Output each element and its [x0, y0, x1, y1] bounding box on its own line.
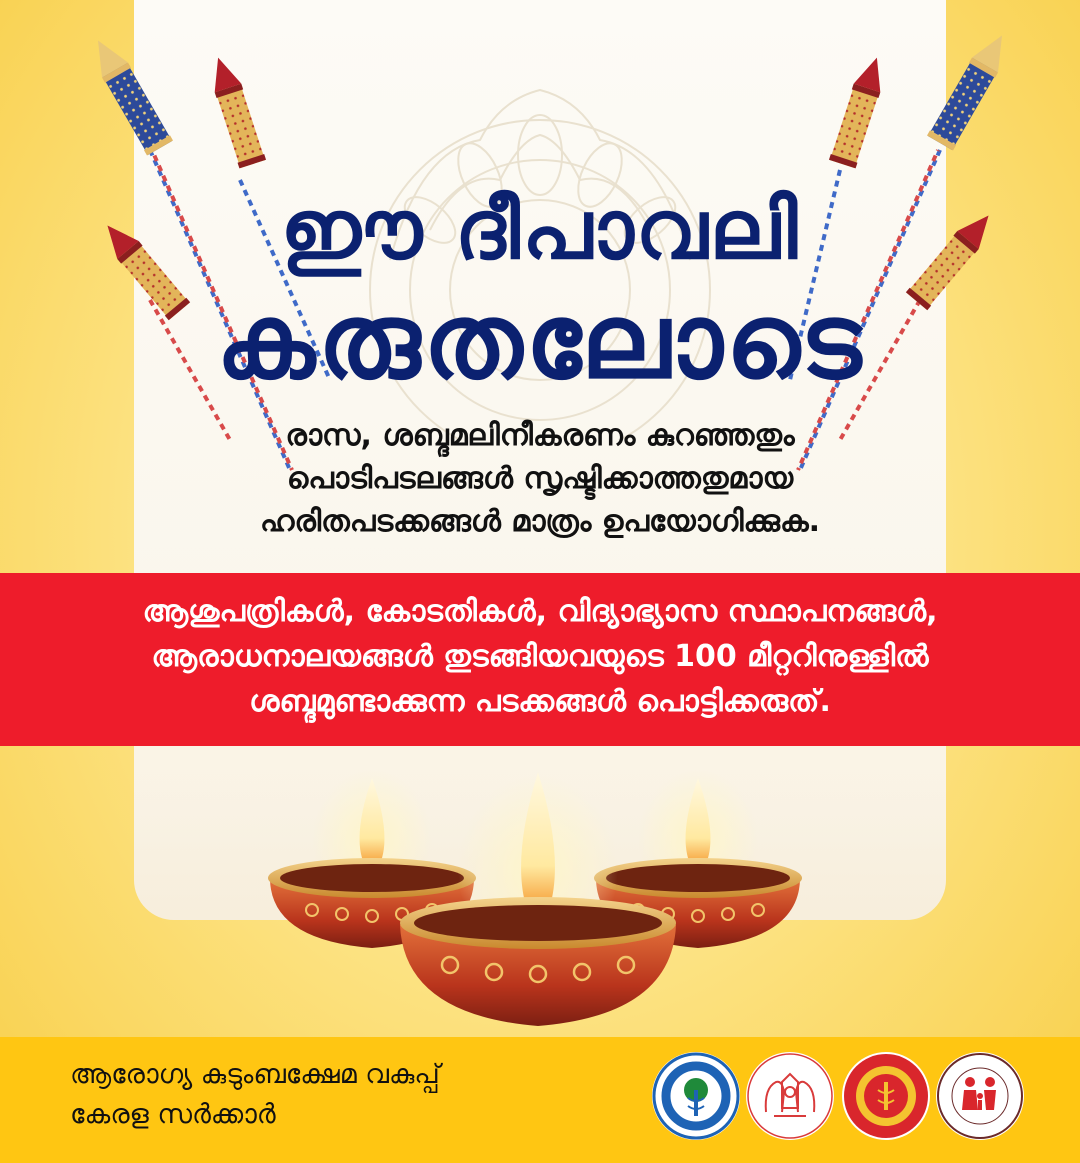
subtitle-line: ഹരിതപടക്കങ്ങൾ മാത്രം ഉപയോഗിക്കുക.: [259, 504, 820, 539]
dhs-seal-icon: [842, 1052, 930, 1140]
elephant-emblem-icon: [746, 1052, 834, 1140]
health-family-welfare-logo: [652, 1052, 740, 1140]
subtitle-text: [180, 414, 900, 543]
warning-banner: [0, 573, 1080, 746]
department-name: ആരോഗ്യ കുടുംബക്ഷേമ വകുപ്പ്: [70, 1059, 440, 1090]
banner-line: ശബ്ദമുണ്ടാക്കുന്ന പടക്കങ്ങൾ പൊട്ടിക്കരുത്.: [249, 684, 831, 719]
banner-line: ആശുപത്രികൾ, കോടതികൾ, വിദ്യാഭ്യാസ സ്ഥാപനങ്ങൾ,: [142, 594, 938, 629]
department-block: [70, 1055, 440, 1135]
title-line-2: കരുതലോടെ: [215, 280, 865, 402]
subtitle-line: പൊടിപടലങ്ങൾ സൃഷ്ടിക്കാത്തതുമായ: [286, 461, 794, 496]
kerala-emblem-logo: [746, 1052, 834, 1140]
title-line-1: ഈ ദീപാവലി: [280, 183, 800, 278]
caduceus-tree-icon: [652, 1052, 740, 1140]
banner-line: ആരാധനാലയങ്ങൾ തുടങ്ങിയവയുടെ 100 മീറ്ററിനുള്ളിൽ: [151, 639, 929, 674]
government-name: കേരള സർക്കാർ: [70, 1099, 276, 1130]
subtitle-line: രാസ, ശബ്ദമലിനീകരണം കുറഞ്ഞതും: [285, 418, 795, 453]
dhs-kerala-logo: [842, 1052, 930, 1140]
family-icon: [936, 1052, 1024, 1140]
diya-lamps-illustration: [250, 760, 830, 1040]
nhm-logo: [936, 1052, 1024, 1140]
